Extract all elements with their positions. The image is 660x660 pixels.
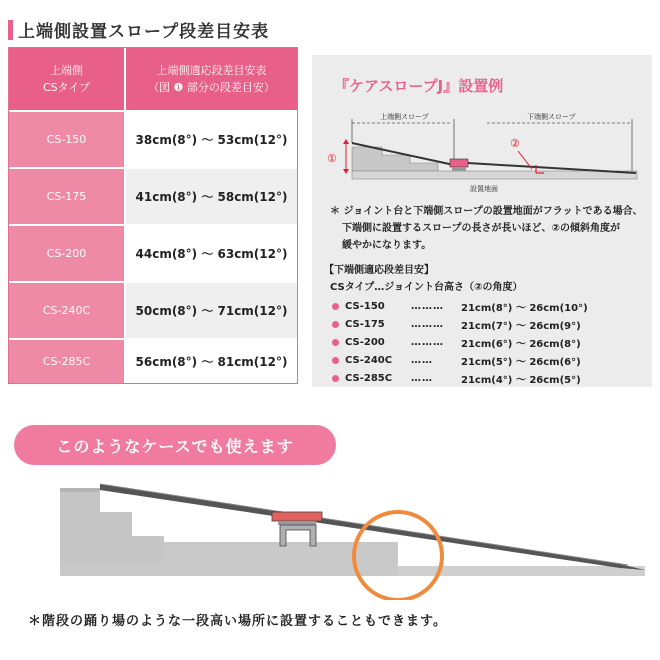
bullet-dot-icon <box>332 357 339 364</box>
bullet-dot-icon <box>332 339 339 346</box>
table-row-range: 38cm(8°) ～ 53cm(12°) <box>126 112 297 167</box>
case-banner: このようなケースでも使えます <box>14 425 336 465</box>
list-item: CS-240C …… 21cm(5°) ～ 26cm(6°) <box>332 351 642 369</box>
joint-platform <box>272 512 322 521</box>
list-item: CS-200 ……… 21cm(6°) ～ 26cm(8°) <box>332 333 642 351</box>
installation-diagram <box>322 107 644 199</box>
stairs-block <box>60 488 164 562</box>
marker-1: ① <box>327 152 337 165</box>
note-line-3: 緩やかになります。 <box>342 240 432 251</box>
table-row-range: 44cm(8°) ～ 63cm(12°) <box>126 226 297 281</box>
header-range-line2: （図 ❶ 部分の段差目安） <box>148 81 275 94</box>
table-header-range <box>126 48 297 110</box>
bullet-dot-icon <box>332 375 339 382</box>
bottom-note: ＊階段の踊り場のような一段高い場所に設置することもできます。 <box>28 614 447 629</box>
lower-ground <box>398 566 645 576</box>
joint-base-shape <box>450 159 468 167</box>
joint-leg-shape <box>452 167 466 171</box>
lower-range-list <box>332 297 642 387</box>
panel-note <box>330 203 648 254</box>
panel-title: 『ケアスロープJ』設置例 <box>334 77 504 95</box>
step-height-table <box>8 47 298 384</box>
list-subtitle: CSタイプ…ジョイント台高さ（②の角度） <box>330 282 523 293</box>
ground-shape <box>352 171 637 179</box>
landing-illustration <box>60 470 645 600</box>
header-range-line1: 上端側適応段差目安表 <box>156 64 267 77</box>
table-header-type <box>9 48 124 110</box>
upper-slope-label: 上端側スロープ <box>380 113 429 121</box>
list-item: CS-285C …… 21cm(4°) ～ 26cm(5°) <box>332 369 642 387</box>
table-row-type: CS-240C <box>9 283 124 338</box>
table-row-type: CS-175 <box>9 169 124 224</box>
title-accent-bar <box>8 20 13 40</box>
bullet-dot-icon <box>332 321 339 328</box>
note-line-1: ＊ ジョイント台と下端側スロープの設置地面がフラットである場合、 <box>330 206 643 217</box>
landing-platform <box>164 542 398 576</box>
header-type-line1: 上端側 <box>50 64 83 77</box>
page-title: 上端側設置スロープ段差目安表 <box>18 22 270 42</box>
list-title: 【下端側適応段差目安】 <box>324 265 434 276</box>
table-row-type: CS-285C <box>9 340 124 383</box>
header-type-line2: CSタイプ <box>42 81 91 94</box>
table-row-range: 41cm(8°) ～ 58cm(12°) <box>126 169 297 224</box>
list-item: CS-175 ……… 21cm(7°) ～ 26cm(9°) <box>332 315 642 333</box>
table-row-type: CS-200 <box>9 226 124 281</box>
installation-example-panel <box>312 55 652 387</box>
list-item: CS-150 ……… 21cm(8°) ～ 26cm(10°) <box>332 297 642 315</box>
ground-label: 設置地面 <box>470 185 498 193</box>
table-row-range: 50cm(8°) ～ 71cm(12°) <box>126 283 297 338</box>
lower-slope-label: 下端側スロープ <box>527 113 576 121</box>
bullet-dot-icon <box>332 303 339 310</box>
table-row-range: 56cm(8°) ～ 81cm(12°) <box>126 340 297 383</box>
note-line-2: 下端側に設置するスロープの長さが長いほど、②の傾斜角度が <box>342 223 620 234</box>
table-row-type: CS-150 <box>9 112 124 167</box>
marker-2: ② <box>510 137 520 150</box>
